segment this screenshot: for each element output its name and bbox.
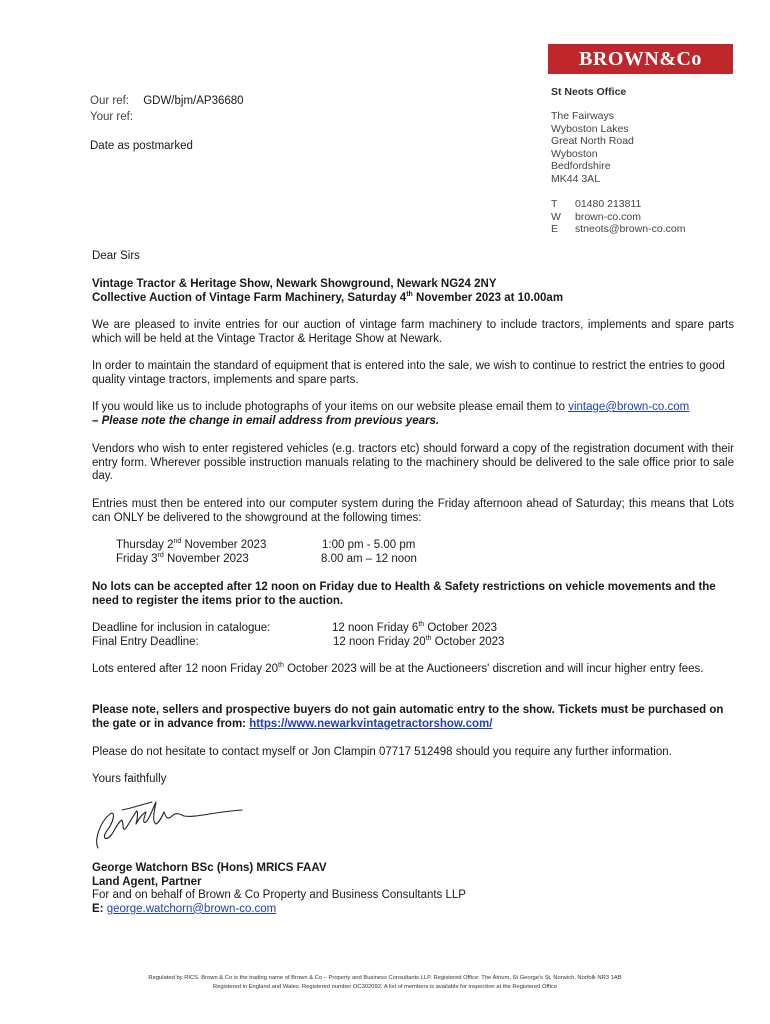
brown-co-logo: BROWN&Co	[548, 44, 733, 74]
signature-block	[92, 862, 734, 916]
show-website-link[interactable]: https://www.newarkvintagetractorshow.com/	[249, 717, 493, 730]
paragraph-contact: Please do not hesitate to contact myself or Jon Clampin 07717 512498 should you require any further information.	[92, 746, 672, 758]
email-change-note: – Please note the change in email address from previous years.	[92, 414, 440, 427]
deadline-row: Deadline for inclusion in catalogue: 12 noon Friday 6th October 2023	[92, 621, 498, 634]
paragraph-tickets: Please note, sellers and prospective buyers do not gain automatic entry to the show. Tickets must be purchased on the gate or in advance from: https://www.newarkvintagetractorshow.com/	[92, 704, 724, 730]
signature-image	[92, 792, 252, 854]
closing: Yours faithfully	[92, 773, 167, 785]
signer-title: Land Agent, Partner	[92, 875, 202, 888]
deadlines	[92, 622, 734, 650]
salutation: Dear Sirs	[92, 250, 140, 262]
our-ref	[90, 95, 244, 107]
address-line: The Fairways	[551, 110, 615, 122]
our-ref-value: GDW/bjm/AP36680	[143, 95, 244, 107]
contact-phone: T 01480 213811	[551, 198, 642, 210]
address-line: MK44 3AL	[551, 172, 601, 185]
office-address	[551, 110, 634, 186]
paragraph-late-entries: Lots entered after 12 noon Friday 20th October 2023 will be at the Auctioneers' discretion and will incur higher entry fees.	[92, 662, 704, 675]
paragraph-entries: Entries must then be entered into our computer system during the Friday afternoon ahead of Saturday; this means that Lots can ONLY be delivered to the showground at the following times:	[92, 498, 734, 524]
health-safety-warning: No lots can be accepted after 12 noon on Friday due to Health & Safety restrictions on vehicle movements and the need to register the items prior to the auction.	[92, 581, 716, 607]
address-line: Wyboston Lakes	[551, 122, 629, 135]
our-ref-label: Our ref:	[90, 95, 129, 107]
paragraph-vendors: Vendors who wish to enter registered vehicles (e.g. tractors etc) should forward a copy of the registration document with their entry form. Wherever possible instruction manuals relating to the machinery should be delivered to the sale office prior to sale day.	[92, 443, 734, 483]
footer-line: Regulated by RICS. Brown & Co is the trading name of Brown & Co – Property and Business Consultants LLP. Registered Office: The Atrium, St George's St, Norwich, Norfolk NR3 1AB	[148, 975, 622, 981]
address-line: Wyboston	[551, 147, 598, 160]
signer-company: For and on behalf of Brown & Co Property and Business Consultants LLP	[92, 889, 466, 902]
deadline-row: Final Entry Deadline: 12 noon Friday 20th October 2023	[92, 635, 505, 648]
signer-email-link[interactable]: george.watchorn@brown-co.com	[106, 902, 277, 915]
office-contacts	[551, 198, 685, 236]
letter-heading	[92, 278, 734, 305]
heading-line-2: Collective Auction of Vintage Farm Machinery, Saturday 4th November 2023 at 10.00am	[92, 290, 564, 304]
vintage-email-link[interactable]: vintage@brown-co.com	[568, 401, 690, 413]
contact-email: E stneots@brown-co.com	[551, 223, 686, 236]
footer-legal	[0, 974, 770, 992]
contact-web: W brown-co.com	[551, 210, 641, 223]
your-ref-label: Your ref:	[90, 111, 134, 123]
footer-line: Registered in England and Wales. Registered number OC302092. A list of members is available for inspection at the Registered Office	[212, 984, 558, 990]
office-title: St Neots Office	[551, 86, 627, 98]
signer-email: E: george.watchorn@brown-co.com	[92, 902, 277, 915]
signer-name: George Watchorn BSc (Hons) MRICS FAAV	[92, 862, 327, 874]
address-line: Bedfordshire	[551, 160, 611, 173]
heading-line-1: Vintage Tractor & Heritage Show, Newark Showground, Newark NG24 2NY	[92, 278, 497, 290]
date-line: Date as postmarked	[90, 140, 193, 152]
paragraph-photos: If you would like us to include photographs of your items on our website please email them to vintage@brown-co.com – Please note the change in email address from previous years.	[92, 401, 690, 427]
address-line: Great North Road	[551, 135, 634, 148]
paragraph-standard: In order to maintain the standard of equipment that is entered into the sale, we wish to continue to restrict the entries to good quality vintage tractors, implements and spare parts.	[92, 360, 725, 386]
paragraph-invite: We are pleased to invite entries for our auction of vintage farm machinery to include tractors, implements and spare parts which will be held at the Vintage Tractor & Heritage Show at Newark.	[92, 319, 734, 345]
